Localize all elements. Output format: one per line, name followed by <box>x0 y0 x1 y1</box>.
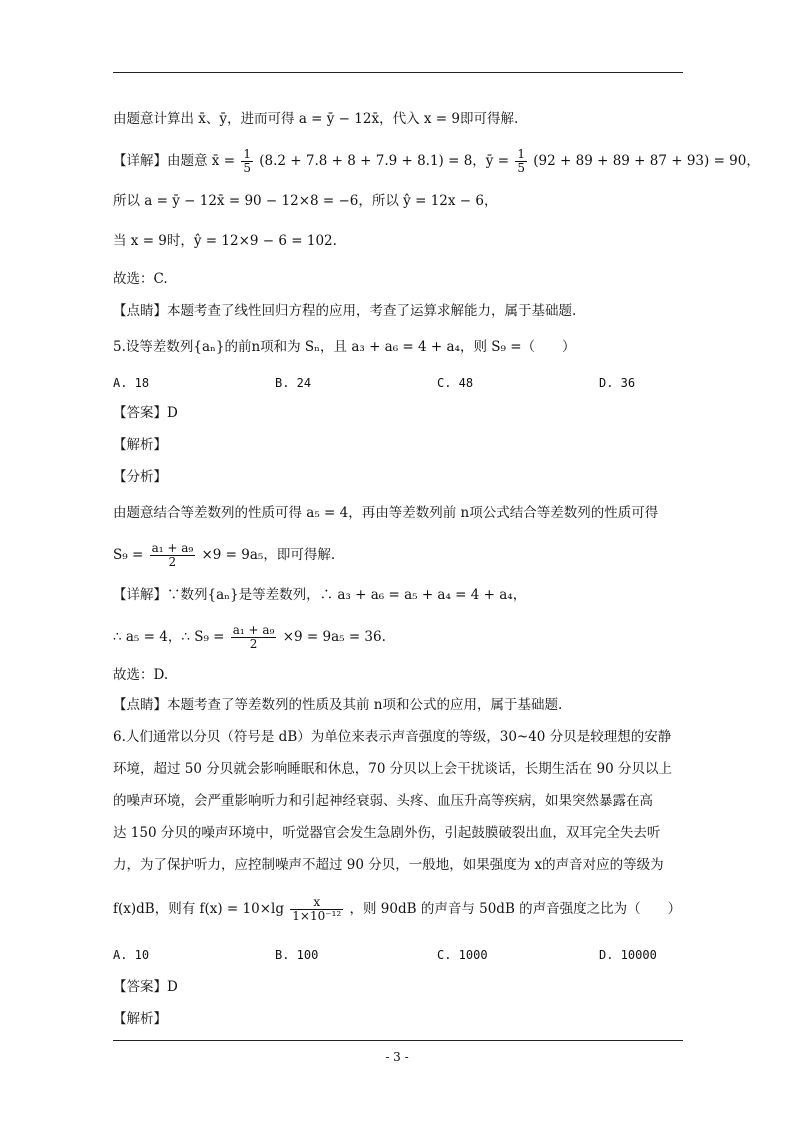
header-rule <box>113 72 683 73</box>
fraction-denominator: 2 <box>249 637 258 651</box>
question-6: 6.人们通常以分贝（符号是 dB）为单位来表示声音强度的等级，30~40 分贝是较理想的安静 <box>113 729 672 745</box>
option-c: C. 48 <box>437 376 474 390</box>
footer-rule <box>113 1040 683 1041</box>
option-d: D. 10000 <box>599 948 657 962</box>
text-line: 故选：D. <box>113 667 169 683</box>
option-b: B. 24 <box>275 376 312 390</box>
fraction-numerator: x <box>290 896 343 910</box>
fraction-numerator: 1 <box>517 147 525 161</box>
answer-label: 【答案】D <box>113 979 178 995</box>
text-line: 力，为了保护听力，应控制噪声不超过 90 分贝，一般地，如果强度为 x的声音对应的等级为 <box>113 857 664 873</box>
text-line <box>113 624 386 651</box>
fraction <box>290 896 343 923</box>
fraction-numerator: 1 <box>243 147 251 161</box>
text-line <box>113 148 760 175</box>
option-c: C. 1000 <box>437 948 488 962</box>
text-line <box>113 896 681 923</box>
text-segment: (8.2 + 7.8 + 8 + 7.9 + 8.1) = 8，ȳ = <box>259 153 510 169</box>
text-segment: 【详解】由题意 x̄ = <box>113 153 236 169</box>
fraction <box>241 148 253 175</box>
analysis-label: 【解析】 <box>113 437 167 453</box>
text-line: 【详解】∵数列{aₙ}是等差数列，∴ a₃ + a₆ = a₅ + a₄ = 4 + a₄， <box>113 587 527 603</box>
fraction-numerator: a₁ + a₉ <box>151 541 194 555</box>
fraction-numerator: a₁ + a₉ <box>232 623 275 637</box>
text-line: 的噪声环境，会严重影响听力和引起神经衰弱、头疼、血压升高等疾病，如果突然暴露在高 <box>113 793 653 809</box>
text-segment: (92 + 89 + 89 + 87 + 93) = 90， <box>533 153 760 169</box>
text-segment: ∴ a₅ = 4，∴ S₉ = <box>113 629 225 645</box>
answer-label: 【答案】D <box>113 405 178 421</box>
question-5: 5.设等差数列{aₙ}的前n项和为 Sₙ，且 a₃ + a₆ = 4 + a₄，则 S₉ =（ ） <box>113 339 576 355</box>
fraction-denominator: 5 <box>243 161 251 175</box>
option-b: B. 100 <box>275 948 319 962</box>
text-line: 【点睛】本题考查了等差数列的性质及其前 n项和公式的应用，属于基础题. <box>113 697 563 713</box>
analysis-label: 【解析】 <box>113 1011 167 1027</box>
text-line <box>113 542 335 569</box>
text-line: 所以 a = ȳ − 12x̄ = 90 − 12×8 = −6，所以 ŷ = 12x − 6， <box>113 193 498 209</box>
fraction <box>515 148 527 175</box>
text-segment: S₉ = <box>113 547 144 563</box>
text-segment: ，则 90dB 的声音与 50dB 的声音强度之比为（ ） <box>349 901 682 917</box>
text-line: 由题意结合等差数列的性质可得 a₅ = 4，再由等差数列前 n项公式结合等差数列的性质可得 <box>113 505 659 521</box>
page-number: - 3 - <box>385 1050 409 1064</box>
text-line: 环境，超过 50 分贝就会影响睡眠和休息，70 分贝以上会干扰谈话，长期生活在 90 分贝以上 <box>113 761 672 777</box>
fraction-denominator: 1×10⁻¹² <box>292 909 342 923</box>
text-line: 故选：C. <box>113 271 168 287</box>
option-a: A. 10 <box>113 948 150 962</box>
text-line: 由题意计算出 x̄、ȳ，进而可得 a = ȳ − 12x̄，代入 x = 9即可得解. <box>113 111 519 127</box>
text-segment: f(x)dB，则有 f(x) = 10×lg <box>113 901 284 917</box>
text-segment: ×9 = 9a₅，即可得解. <box>201 547 336 563</box>
option-d: D. 36 <box>599 376 636 390</box>
option-a: A. 18 <box>113 376 150 390</box>
fraction <box>231 624 277 651</box>
text-segment: ×9 = 9a₅ = 36. <box>282 629 386 645</box>
text-line: 达 150 分贝的噪声环境中，听觉器官会发生急剧外伤，引起鼓膜破裂出血，双耳完全失去听 <box>113 825 661 841</box>
fraction-denominator: 2 <box>168 555 177 569</box>
text-line: 当 x = 9时，ŷ = 12×9 − 6 = 102. <box>113 233 337 249</box>
fraction <box>150 542 196 569</box>
analysis-sub-label: 【分析】 <box>113 469 167 485</box>
text-line: 【点睛】本题考查了线性回归方程的应用，考查了运算求解能力，属于基础题. <box>113 303 577 319</box>
fraction-denominator: 5 <box>517 161 525 175</box>
